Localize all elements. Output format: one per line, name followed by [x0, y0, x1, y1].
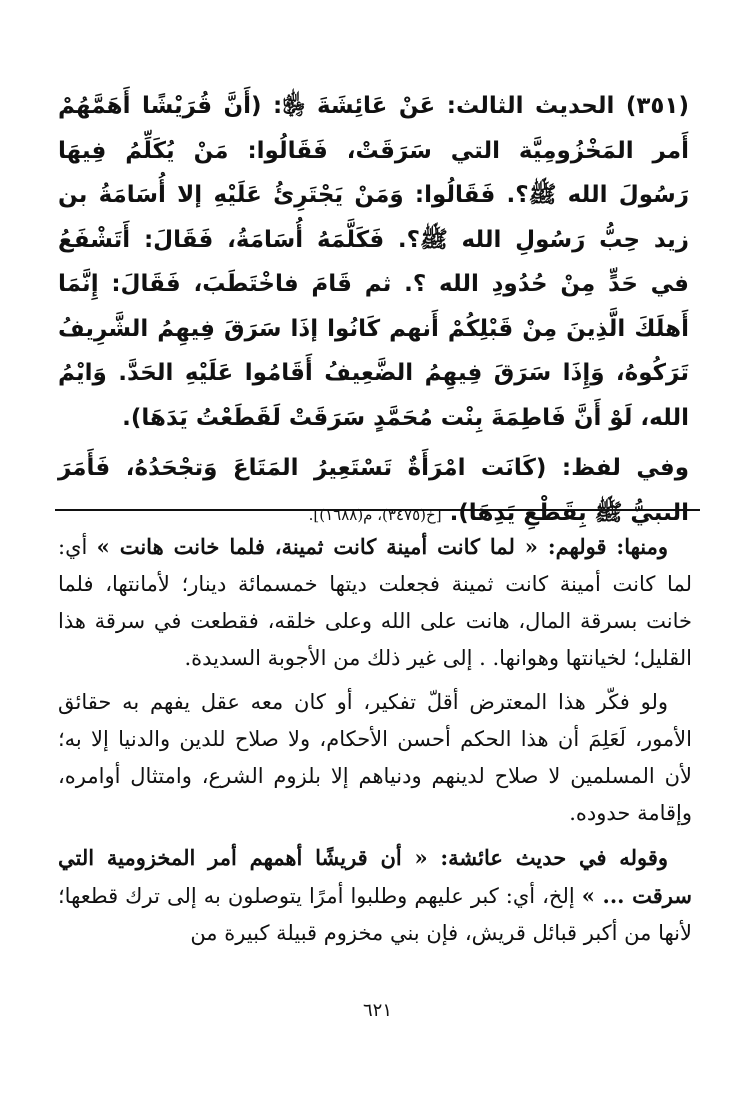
commentary-paragraph-1 [58, 528, 692, 677]
commentary-quote-2: وقوله في حديث عائشة: « أن قريشًا أهمهم أمر المخزومية التي سرقت ... » [58, 845, 692, 908]
commentary-paragraph-3 [58, 839, 692, 952]
hadith-reference: [خ(٣٤٧٥)، م(١٦٨٨)]. [308, 505, 442, 524]
commentary-explanation-1: أي: لما كانت أمينة كانت ثمينة فجعلت ديتها خمسمائة دينار؛ لأمانتها، فلما خانت بسرقة المال، هانت على الله وعلى خلقه، فقطعت في سرقة هذا القليل؛ لخيانتها وهوانها. . إلى غير ذلك من الأجوبة السديدة. [58, 535, 692, 670]
hadith-variant [58, 446, 689, 537]
commentary-block [58, 528, 692, 952]
section-divider [55, 509, 700, 511]
hadith-variant-text: وفي لفظ: (كَانَت امْرَأَةٌ تَسْتَعِيرُ المَتَاعَ وَتجْحَدُهُ، فَأَمَرَ النبيُّ ﷺ بِقَطْعِ يَدِهَا). [58, 455, 689, 526]
hadith-block [58, 84, 689, 537]
hadith-main-text: (٣٥١) الحديث الثالث: عَنْ عَائِشَةَ ﵂: (أَنَّ قُرَيْشًا أَهَمَّهُمْ أَمر المَخْزُومِيَّة التي سَرَقَتْ، فَقَالُوا: مَنْ يُكَلِّمُ فِيهَا رَسُولَ الله ﷺ؟. فَقَالُوا: وَمَنْ يَجْتَرِئُ عَلَيْهِ إلا أُسَامَةُ بن زيد حِبُّ رَسُولِ الله ﷺ؟. فَكَلَّمَهُ أُسَامَةُ، فَقَالَ: أَتَشْفَعُ في حَدٍّ مِنْ حُدُودِ الله ؟. ثم قَامَ فاخْتَطَبَ، فَقَالَ: إِنَّمَا أَهلَكَ الَّذِينَ مِنْ قَبْلِكُمْ أَنهم كَانُوا إذَا سَرَقَ فِيهِمُ الشَّرِيفُ تَرَكُوهُ، وَإِذَا سَرَقَ فِيهِمُ الضَّعِيفُ أَقَامُوا عَلَيْهِ الحَدَّ. وَايْمُ الله، لَوْ أَنَّ فَاطِمَةَ بِنْت مُحَمَّدٍ سَرَقَتْ لَقَطَعْتُ يَدَهَا). [58, 93, 689, 431]
commentary-quote-1: ومنها: قولهم: « لما كانت أمينة كانت ثمينة، فلما خانت هانت » [96, 534, 668, 559]
commentary-explanation-3: إلخ، أي: كبر عليهم وطلبوا أمرًا يتوصلون به إلى ترك قطعها؛ لأنها من أكبر قبائل قريش، فإن بني مخزوم قبيلة كبيرة من [58, 884, 692, 945]
page-number: ٦٢١ [362, 1000, 392, 1021]
commentary-paragraph-2: ولو فكّر هذا المعترض أقلّ تفكير، أو كان معه عقل يفهم به حقائق الأمور، لَعَلِمَ أن هذا الحكم أحسن الأحكام، ولا صلاح للدين والدنيا إلا به؛ لأن المسلمين لا صلاح لدينهم ودنياهم إلا بلزوم الشرع، وامتثال أوامره، وإقامة حدوده. [58, 690, 692, 825]
